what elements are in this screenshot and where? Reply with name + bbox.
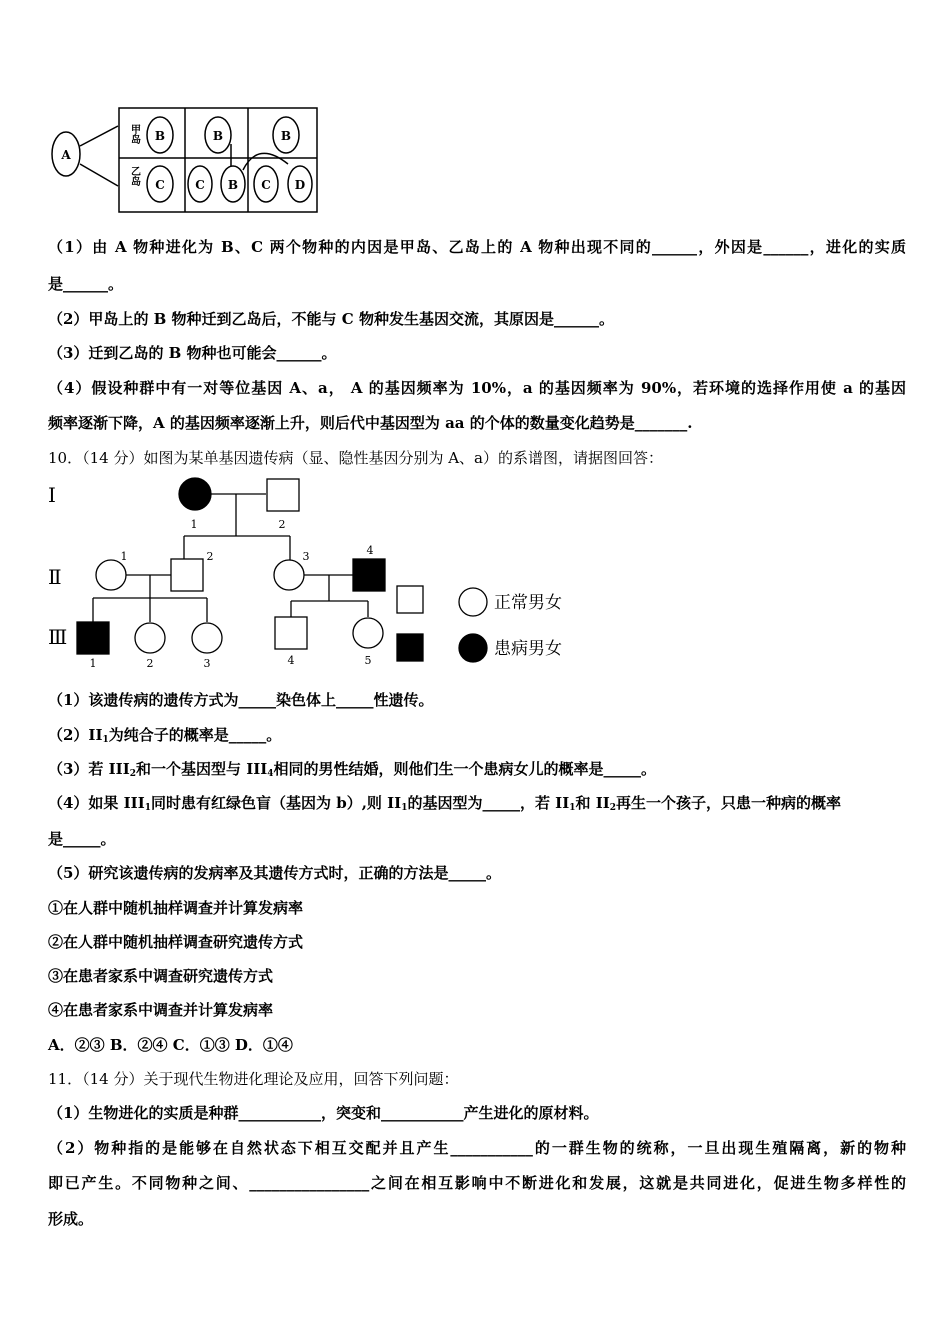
pedigree-II2-normal-male bbox=[171, 559, 203, 591]
text-segment: （4）如果 III bbox=[48, 794, 145, 812]
subscript: 1 bbox=[401, 803, 408, 813]
pedigree-III4-normal-male bbox=[275, 617, 307, 649]
pedigree-III1-affected-male bbox=[77, 622, 109, 654]
text-segment: 相同的男性结婚，则他们生一个患病女儿的概率是_____。 bbox=[273, 760, 657, 778]
text-line bbox=[48, 898, 906, 918]
ancestor-label: A bbox=[61, 148, 71, 162]
island-speciation-diagram bbox=[48, 104, 323, 216]
text-segment: ④在患者家系中调查并计算发病率 bbox=[48, 1001, 274, 1019]
text-segment: （1）由 A 物种进化为 B、C 两个物种的内因是甲岛、乙岛上的 A 物种出现不同的______，外因是______，进化的实质 bbox=[48, 238, 906, 256]
text-segment: 的基因型为_____，若 II bbox=[407, 794, 570, 812]
text-line bbox=[48, 1069, 906, 1089]
pedigree-I2-normal-male bbox=[267, 479, 299, 511]
text-segment: ①在人群中随机抽样调查并计算发病率 bbox=[48, 899, 304, 917]
legend-normal-male-icon bbox=[397, 586, 423, 613]
text-segment: 10．（14 分）如图为某单基因遗传病（显、隐性基因分别为 A、a）的系谱图，请据图回答： bbox=[48, 449, 663, 467]
text-segment: 11．（14 分）关于现代生物进化理论及应用，回答下列问题： bbox=[48, 1070, 459, 1088]
individual-number: 2 bbox=[146, 657, 154, 670]
text-segment: 形成。 bbox=[48, 1210, 94, 1228]
text-line bbox=[48, 759, 906, 784]
individual-number: 2 bbox=[206, 550, 214, 563]
pedigree-III2-normal-female bbox=[135, 623, 165, 653]
text-segment: （4）假设种群中有一对等位基因 A、a， A 的基因频率为 10%，a 的基因频率为 90%，若环境的选择作用使 a 的基因 bbox=[48, 379, 906, 397]
subscript: 4 bbox=[267, 769, 274, 779]
individual-number: 1 bbox=[120, 550, 128, 563]
individual-number: 4 bbox=[366, 544, 374, 557]
text-segment: 是_____。 bbox=[48, 830, 116, 848]
text-line bbox=[48, 966, 906, 986]
text-line bbox=[48, 793, 906, 818]
species-label: B bbox=[227, 178, 239, 192]
subscript: 1 bbox=[102, 735, 109, 745]
subscript: 2 bbox=[609, 803, 617, 813]
text-segment: 和一个基因型与 III bbox=[135, 760, 268, 778]
text-segment: （5）研究该遗传病的发病率及其遗传方式时，正确的方法是_____。 bbox=[48, 864, 501, 882]
text-line bbox=[48, 1000, 906, 1020]
pedigree-I1-affected-female bbox=[179, 478, 211, 510]
text-segment: （2）物种指的是能够在自然状态下相互交配并且产生___________的一群生物的统称，一旦出现生殖隔离，新的物种 bbox=[48, 1139, 906, 1157]
text-line bbox=[48, 829, 906, 849]
text-segment: A．②③ B．②④ C．①③ D．①④ bbox=[48, 1036, 293, 1054]
generation-label: Ⅰ bbox=[48, 483, 56, 507]
individual-number: 1 bbox=[190, 518, 198, 531]
pedigree-chart bbox=[44, 474, 584, 670]
text-line bbox=[48, 725, 906, 750]
species-label: B bbox=[212, 129, 224, 143]
subscript: 1 bbox=[569, 803, 576, 813]
legend-affected-label: 患病男女 bbox=[494, 639, 562, 659]
individual-number: 1 bbox=[89, 657, 97, 670]
generation-label: Ⅱ bbox=[48, 565, 62, 589]
species-label: B bbox=[154, 129, 166, 143]
text-segment: 同时患有红绿色盲（基因为 b）,则 II bbox=[150, 794, 402, 812]
species-label: C bbox=[195, 178, 205, 192]
individual-number: 5 bbox=[364, 654, 372, 667]
subscript: 1 bbox=[144, 803, 151, 813]
text-segment: 和 II bbox=[575, 794, 610, 812]
text-line bbox=[48, 1138, 906, 1158]
legend-normal-female-icon bbox=[459, 588, 487, 616]
text-line bbox=[48, 1173, 906, 1193]
text-segment: （3）迁到乙岛的 B 物种也可能会______。 bbox=[48, 344, 337, 362]
text-line bbox=[48, 1209, 906, 1229]
legend-normal-label: 正常男女 bbox=[494, 593, 562, 613]
pedigree-II3-normal-female bbox=[274, 560, 304, 590]
text-segment: （1）该遗传病的遗传方式为_____染色体上_____性遗传。 bbox=[48, 691, 434, 709]
text-line bbox=[48, 343, 906, 363]
text-segment: 再生一个孩子，只患一种病的概率 bbox=[616, 794, 842, 812]
species-label: C bbox=[261, 178, 271, 192]
text-segment: 频率逐渐下降，A 的基因频率逐渐上升，则后代中基因型为 aa 的个体的数量变化趋势是_______. bbox=[48, 414, 693, 432]
island-jia-label: 甲岛 bbox=[128, 124, 140, 144]
species-label: D bbox=[294, 178, 306, 192]
text-line bbox=[48, 309, 906, 329]
individual-number: 3 bbox=[203, 657, 211, 670]
pedigree-II4-affected-male bbox=[353, 559, 385, 591]
individual-number: 3 bbox=[302, 550, 310, 563]
pedigree-III5-normal-female bbox=[353, 618, 383, 648]
generation-label: Ⅲ bbox=[48, 625, 68, 649]
legend-affected-male-icon bbox=[397, 634, 423, 661]
species-label: B bbox=[280, 129, 292, 143]
text-segment: （2）甲岛上的 B 物种迁到乙岛后，不能与 C 物种发生基因交流，其原因是______。 bbox=[48, 310, 614, 328]
pedigree-III3-normal-female bbox=[192, 623, 222, 653]
text-segment: （2）II bbox=[48, 726, 103, 744]
text-line bbox=[48, 237, 906, 257]
species-label: C bbox=[155, 178, 165, 192]
text-segment: （3）若 III bbox=[48, 760, 130, 778]
text-line bbox=[48, 863, 906, 883]
subscript: 2 bbox=[129, 769, 136, 779]
text-line bbox=[48, 413, 906, 433]
island-yi-label: 乙岛 bbox=[128, 166, 140, 186]
pedigree-II1-normal-female bbox=[96, 560, 126, 590]
text-segment: 即已产生。不同物种之间、________________之间在相互影响中不断进化和发展，这就是共同进化，促进生物多样性的 bbox=[48, 1174, 906, 1192]
text-segment: 是______。 bbox=[48, 275, 124, 293]
legend-affected-female-icon bbox=[459, 634, 487, 662]
text-line bbox=[48, 274, 906, 294]
individual-number: 2 bbox=[278, 518, 286, 531]
text-line bbox=[48, 1103, 906, 1123]
text-segment: ②在人群中随机抽样调查研究遗传方式 bbox=[48, 933, 304, 951]
text-line bbox=[48, 378, 906, 398]
text-segment: （1）生物进化的实质是种群___________，突变和___________产生进化的原材料。 bbox=[48, 1104, 599, 1122]
text-line bbox=[48, 448, 906, 468]
text-segment: 为纯合子的概率是_____。 bbox=[108, 726, 282, 744]
text-line bbox=[48, 690, 906, 710]
individual-number: 4 bbox=[287, 654, 295, 667]
text-line bbox=[48, 1035, 906, 1055]
text-line bbox=[48, 932, 906, 952]
text-segment: ③在患者家系中调查研究遗传方式 bbox=[48, 967, 274, 985]
